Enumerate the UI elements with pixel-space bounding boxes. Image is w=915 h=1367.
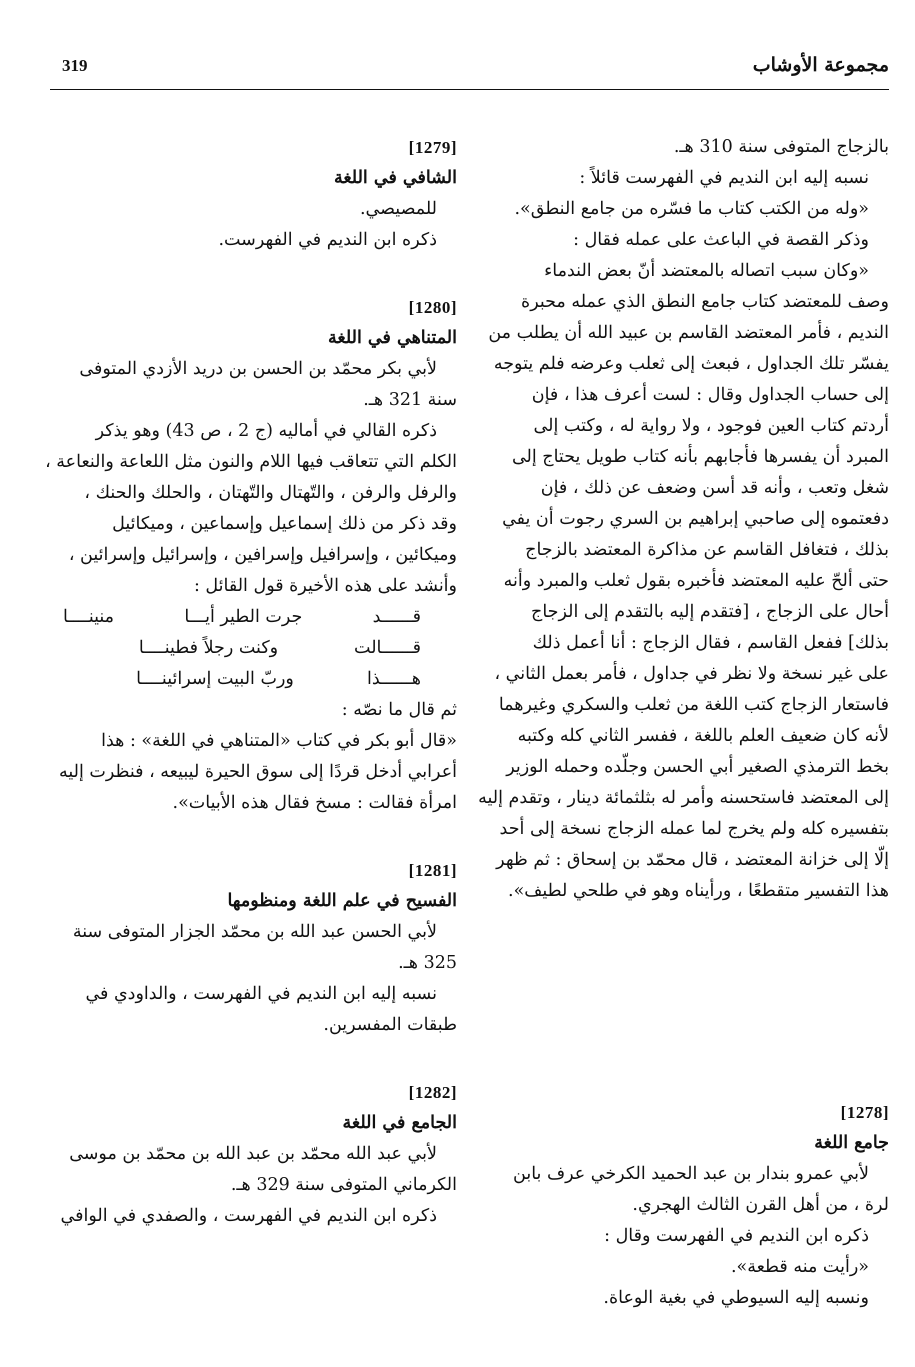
text-line: 325 هـ. xyxy=(398,953,457,973)
spacer xyxy=(481,907,889,1097)
verse-part: وكنت رجلاً فطينــــا xyxy=(138,638,279,658)
spacer xyxy=(49,1041,457,1077)
text-line: ثم قال ما نصّه : xyxy=(341,700,457,720)
text-line: بتفسيره كله ولم يخرج لما عمله الزجاج نسخة إلى أحد xyxy=(499,819,889,839)
text-line: لأبي الحسن عبد الله بن محمّد الجزار المتوفى سنة xyxy=(72,922,437,942)
entry-body xyxy=(49,917,457,1041)
text-line: بالزجاج المتوفى سنة 310 هـ. xyxy=(673,137,889,157)
verse-part: جرت الطير أيـــا xyxy=(184,607,303,627)
entry-body xyxy=(49,1139,457,1232)
text-line: «قال أبو بكر في كتاب «المتناهي في اللغة» : هذا xyxy=(101,731,457,751)
text-line: أعرابي أدخل قردًا إلى سوق الحيرة ليبيعه ، فنظرت إليه xyxy=(58,762,457,782)
text-line: أحال على الزجاج ، [فتقدم إليه بالتقدم إلى الزجاج xyxy=(531,602,889,622)
entry-1278 xyxy=(481,1097,889,1314)
entry-body xyxy=(481,1159,889,1314)
verse-line xyxy=(49,633,457,664)
text-line: وقد ذكر من ذلك إسماعيل وإسماعين ، وميكائيل xyxy=(112,514,457,534)
text-line: على غير نسخة ولا نظر في جداول ، فأمر بعمل الثاني ، xyxy=(494,664,889,684)
text-line: إلى المعتضد فاستحسنه وأمر له بثلثمائة دينار ، وتقدم إليه xyxy=(478,788,889,808)
entry-number: [1282] xyxy=(408,1083,457,1102)
entry-number: [1279] xyxy=(408,138,457,157)
text-line: «وكان سبب اتصاله بالمعتضد أنّ بعض الندماء xyxy=(544,261,869,281)
text-line: طبقات المفسرين. xyxy=(323,1015,457,1035)
text-line: امرأة فقالت : مسخ فقال هذه الأبيات». xyxy=(172,793,457,813)
verse-line xyxy=(49,602,457,633)
text-line: يفسّر تلك الجداول ، فبعث إلى ثعلب وعرضه فلم يتوجه xyxy=(493,354,889,374)
entry-title: الشافي في اللغة xyxy=(333,168,457,188)
text-line: شغل وتعب ، وأنه قد أسن وضعف عن ذلك ، فإن xyxy=(540,478,889,498)
verse-part: قــــــد xyxy=(372,607,421,627)
text-line: «رأيت منه قطعة». xyxy=(730,1257,869,1277)
entry-body xyxy=(49,194,457,256)
text-line: سنة 321 هـ. xyxy=(363,390,457,410)
header-rule xyxy=(50,89,889,90)
entry-title: جامع اللغة xyxy=(814,1133,889,1153)
entry-number: [1278] xyxy=(840,1103,889,1122)
text-line: دفعتموه إلى صاحبي إبراهيم بن السري رجوت أن يفي xyxy=(502,509,889,529)
text-line: بذلك ، فتغافل القاسم عن مذاكرة المعتضد بالزجاج xyxy=(525,540,889,560)
text-line: وصف للمعتضد كتاب جامع النطق الذي عمله محبرة xyxy=(521,292,889,312)
text-line: ونسبه إليه السيوطي في بغية الوعاة. xyxy=(603,1288,869,1308)
text-line: لأنه كان ضعيف العلم باللغة ، ففسر الثاني كله وكتبه xyxy=(517,726,889,746)
text-line: المبرد أن يفسرها فأجابهم بأنه كتاب طويل يحتاج إلى xyxy=(511,447,889,467)
text-line: النديم ، فأمر المعتضد القاسم بن عبيد الله أن يطلب من xyxy=(488,323,889,343)
entry-body xyxy=(45,354,457,602)
text-line: ذكره ابن النديم في الفهرست. xyxy=(218,230,437,250)
entry-title: الجامع في اللغة xyxy=(342,1113,457,1133)
spacer xyxy=(49,256,457,292)
verse-part: قــــــالت xyxy=(354,638,421,658)
text-line: لأبي بكر محمّد بن الحسن بن دريد الأزدي المتوفى xyxy=(79,359,437,379)
text-line: إلّا إلى خزانة المعتضد ، قال محمّد بن إسحاق : ثم ظهر xyxy=(496,850,889,870)
text-line: وميكائين ، وإسرافيل وإسرافين ، وإسرائيل وإسرائين ، xyxy=(68,545,457,565)
right-column xyxy=(478,132,889,1314)
text-line: «وله من الكتب كتاب ما فسّره من جامع النطق». xyxy=(514,199,869,219)
text-line: وذكر القصة في الباعث على عمله فقال : xyxy=(573,230,869,250)
text-line: إلى حساب الجداول وقال : لست أعرف هذا ، فإن xyxy=(531,385,889,405)
entry-1279 xyxy=(49,132,457,256)
text-line: بخط الترمذي الصغير أبي الحسن وجلّده وحمله الوزير xyxy=(506,757,889,777)
text-line: الكلم التي تتعاقب فيها اللام والنون مثل اللعاعة والنعاعة ، xyxy=(45,452,457,472)
left-column xyxy=(45,132,457,1232)
entry-1281 xyxy=(49,855,457,1041)
text-line: لرة ، من أهل القرن الثالث الهجري. xyxy=(632,1195,889,1215)
verse-part: منينــــا xyxy=(63,607,115,627)
entry-title: المتناهي في اللغة xyxy=(328,328,457,348)
text-line: ذكره القالي في أماليه (ج 2 ، ص 43) وهو يذكر xyxy=(95,421,437,441)
text-line: والرفل والرفن ، والتّهتال والتّهتان ، والحلك والحنك ، xyxy=(84,483,457,503)
text-line: وأنشد على هذه الأخيرة قول القائل : xyxy=(193,576,457,596)
verse-part: هــــــذا xyxy=(366,669,421,689)
entry-number: [1281] xyxy=(408,861,457,880)
text-line: حتى ألحّ عليه المعتضد فأخبره بقول ثعلب والمبرد وأنه xyxy=(503,571,889,591)
entry-1280 xyxy=(45,292,457,819)
right-column-text xyxy=(478,132,889,907)
entry-title: الفسيح في علم اللغة ومنظومها xyxy=(227,891,457,911)
text-line: ذكره ابن النديم في الفهرست وقال : xyxy=(604,1226,869,1246)
entry-body xyxy=(49,695,457,819)
text-line: بذلك] ففعل القاسم ، فقال الزجاج : أنا أعمل ذلك xyxy=(532,633,889,653)
text-line: لأبي عبد الله محمّد بن عبد الله بن محمّد بن موسى xyxy=(69,1144,437,1164)
running-title: مجموعة الأوشاب xyxy=(752,54,889,76)
entry-number: [1280] xyxy=(408,298,457,317)
poem xyxy=(49,602,457,695)
text-line: الكرماني المتوفى سنة 329 هـ. xyxy=(230,1175,457,1195)
entry-1282 xyxy=(49,1077,457,1232)
text-line: فاستعار الزجاج كتب اللغة من ثعلب والسكري وغيرهما xyxy=(498,695,889,715)
text-line: ذكره ابن النديم في الفهرست ، والصفدي في الوافي xyxy=(60,1206,437,1226)
spacer xyxy=(49,819,457,855)
text-line: للمصيصي. xyxy=(359,199,437,219)
page-number: 319 xyxy=(62,56,88,75)
text-line: لأبي عمرو بندار بن عبد الحميد الكرخي عرف بابن xyxy=(513,1164,869,1184)
text-line: هذا التفسير متقطعًا ، ورأيناه وهو في طلحي لطيف». xyxy=(508,881,889,901)
text-line: أردتم كتاب العين فوجود ، ولا رواية له ، وكتب إلى xyxy=(533,416,889,436)
verse-line xyxy=(49,664,457,695)
verse-part: وربّ البيت إسرائينــــا xyxy=(136,669,294,689)
text-line: نسبه إليه ابن النديم في الفهرست قائلاً : xyxy=(579,168,869,188)
text-line: نسبه إليه ابن النديم في الفهرست ، والداودي في xyxy=(85,984,437,1004)
